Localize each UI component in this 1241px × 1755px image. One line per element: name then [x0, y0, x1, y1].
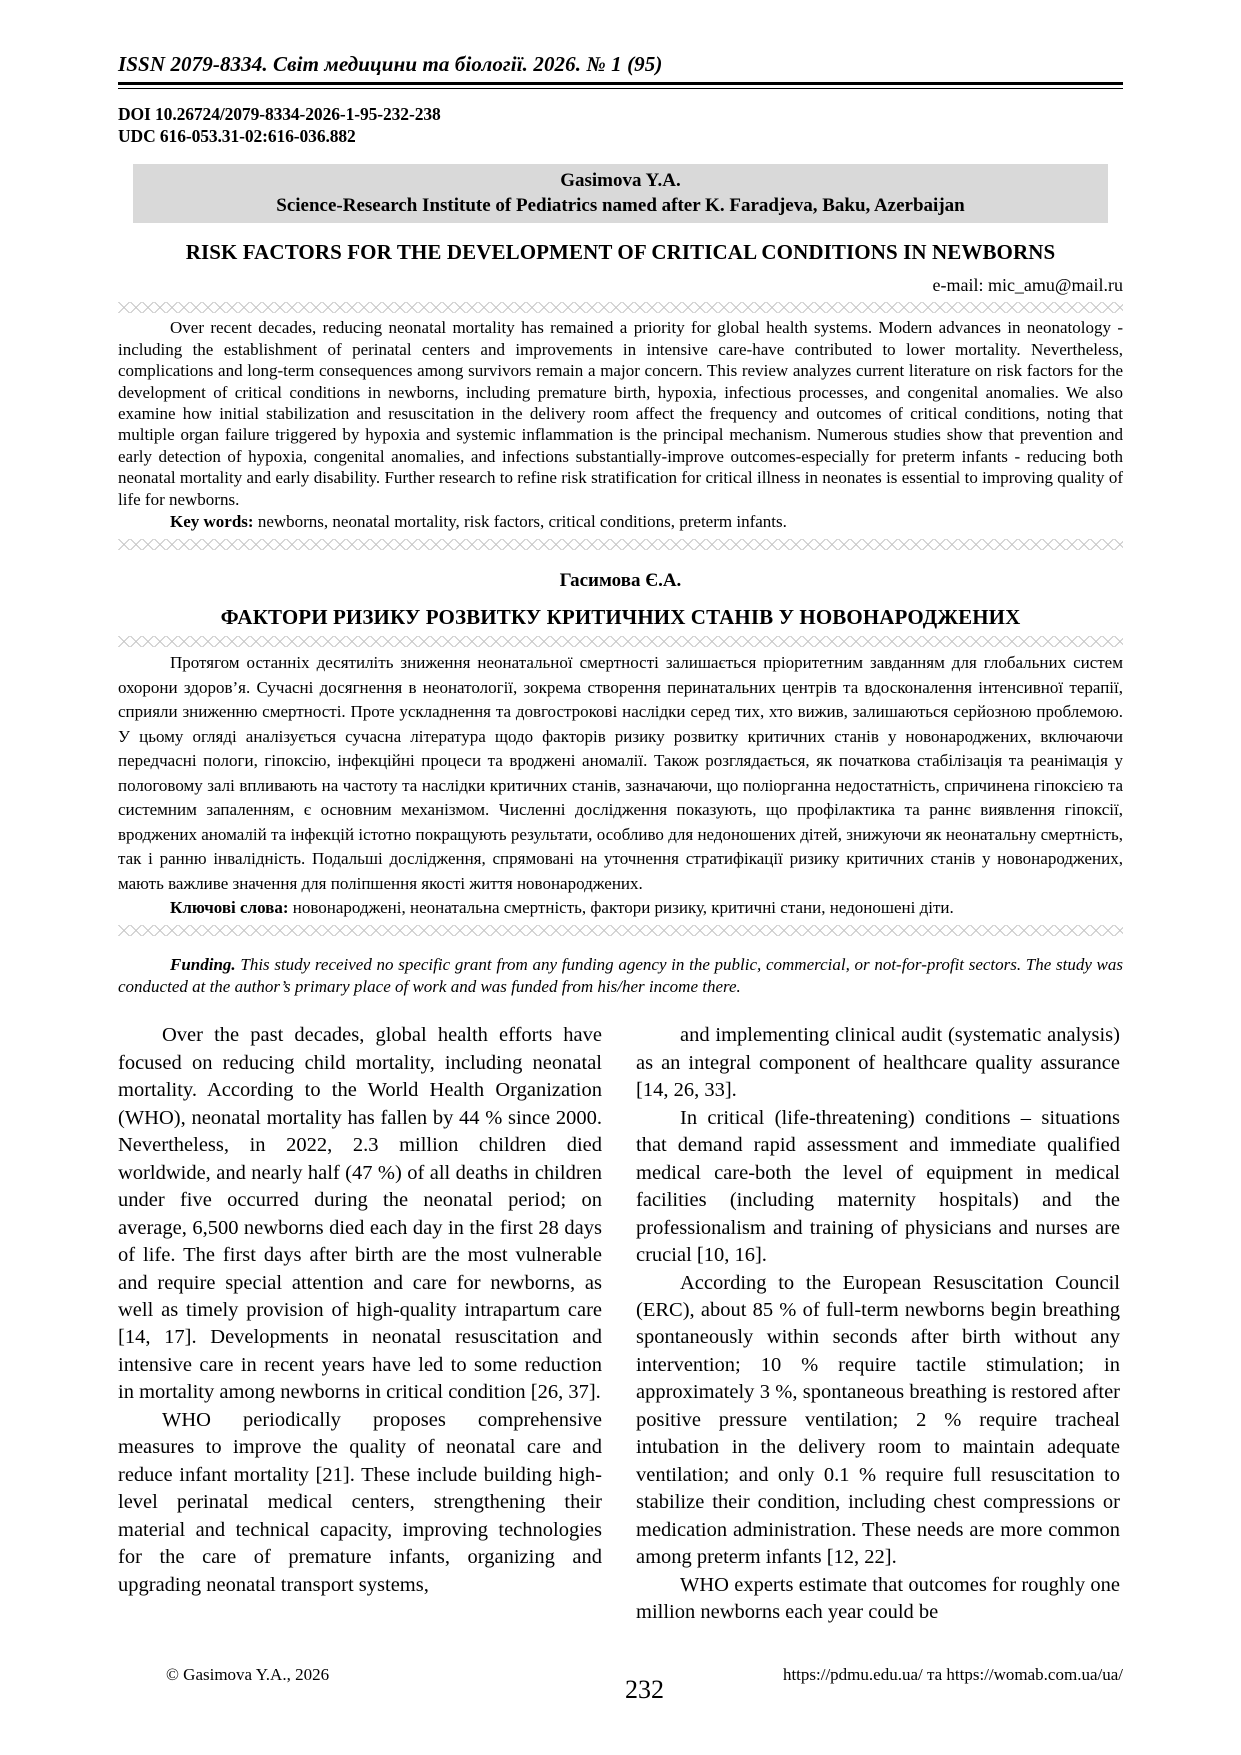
keywords-en: [118, 511, 1123, 533]
body-paragraph: WHO periodically proposes comprehensive measures to improve the quality of neonatal care and reduce infant mortality [21]. These include building high-level perinatal medical centers, strengthening their material and technical capacity, improving technologies for the care of premature infants, organizing and upgrading neonatal transport systems,: [118, 1408, 602, 1596]
article-title-uk: ФАКТОРИ РИЗИКУ РОЗВИТКУ КРИТИЧНИХ СТАНІВ У НОВОНАРОДЖЕНИХ: [220, 605, 1021, 630]
keywords-value-uk: новонароджені, неонатальна смертність, фактори ризику, критичні стани, недоношені діти.: [292, 898, 954, 917]
header-rule-thin: [118, 88, 1123, 89]
udc-line: UDC 616-053.31-02:616-036.882: [118, 126, 356, 147]
funding-label: Funding.: [170, 955, 236, 975]
keywords-label-en: Key words:: [170, 511, 254, 531]
wavy-divider-top-en: [118, 302, 1123, 313]
doi-line: DOI 10.26724/2079-8334-2026-1-95-232-238: [118, 104, 441, 124]
funding-text: This study received no specific grant from any funding agency in the public, commercial, or not-for-profit sectors. The study was conducted at the author’s primary place of work and was funded from his/her income there.: [118, 955, 1123, 997]
body-column-left: [118, 1022, 602, 1626]
keywords-uk: [118, 897, 1123, 919]
journal-urls: https://pdmu.edu.ua/ та https://womab.com.ua/ua/: [782, 1665, 1123, 1684]
page-number: 232: [625, 1675, 664, 1704]
keywords-value-en: newborns, neonatal mortality, risk factors, critical conditions, preterm infants.: [257, 511, 787, 531]
body-column-right: [636, 1022, 1120, 1626]
author-email: e-mail: mic_amu@mail.ru: [932, 275, 1123, 296]
funding-note: [118, 954, 1123, 998]
header-rule-thick: [118, 82, 1123, 85]
author-name-uk: Гасимова Є.А.: [559, 570, 682, 592]
wavy-divider-bottom-en: [118, 539, 1123, 550]
article-title-en: RISK FACTORS FOR THE DEVELOPMENT OF CRITICAL CONDITIONS IN NEWBORNS: [185, 240, 1056, 265]
keywords-label-uk: Ключові слова:: [170, 898, 289, 917]
running-head: ISSN 2079-8334. Світ медицини та біології. 2026. № 1 (95): [118, 52, 663, 76]
author-affiliation-en: Science-Research Institute of Pediatrics named after K. Faradjeva, Baku, Azerbaijan: [276, 195, 965, 217]
body-paragraph: In critical (life-threatening) conditions – situations that demand rapid assessment and immediate qualified medical care-both the level of equipment in medical facilities (including maternity hospitals) and the professionalism and training of physicians and nurses are crucial [10, 16].: [636, 1106, 1120, 1267]
wavy-divider-top-uk: [118, 636, 1123, 647]
body-paragraph: WHO experts estimate that outcomes for roughly one million newborns each year could be: [636, 1573, 1120, 1624]
author-band: [133, 164, 1108, 223]
wavy-divider-bottom-uk: [118, 925, 1123, 936]
body-paragraph: According to the European Resuscitation Council (ERC), about 85 % of full-term newborns begin breathing spontaneously within seconds after birth without any intervention; 10 % require tactile stimulation; in approximately 3 %, spontaneous breathing is restored after positive pressure ventilation; 2 % require tracheal intubation in the delivery room to maintain adequate ventilation; and only 0.1 % require full resuscitation to stabilize their condition, including chest compressions or medication administration. These needs are more common among preterm infants [12, 22].: [636, 1271, 1120, 1569]
page-footer: [118, 1665, 1123, 1711]
abstract-en: Over recent decades, reducing neonatal mortality has remained a priority for global health systems. Modern advances in neonatology - including the establishment of perinatal centers and improvements in intensive care-have contributed to lower mortality. Nevertheless, complications and long-term consequences among survivors remain a major concern. This review analyzes current literature on risk factors for the development of critical conditions in newborns, including premature birth, hypoxia, infectious processes, and congenital anomalies. We also examine how initial stabilization and resuscitation in the delivery room affect the frequency and outcomes of critical conditions, noting that multiple organ failure triggered by hypoxia and systemic inflammation is the principal mechanism. Numerous studies show that prevention and early detection of hypoxia, congenital anomalies, and infections substantially-improve outcomes-especially for preterm infants - reducing both neonatal mortality and early disability. Further research to refine risk stratification for critical illness in neonates is essential to improving quality of life for newborns.: [118, 318, 1123, 509]
body-paragraph: Over the past decades, global health efforts have focused on reducing child mortality, including neonatal mortality. According to the World Health Organization (WHO), neonatal mortality has fallen by 44 % since 2000. Nevertheless, in 2022, 2.3 million children died worldwide, and nearly half (47 %) of all deaths in children under five occurred during the neonatal period; on average, 6,500 newborns died each day in the first 28 days of life. The first days after birth are the most vulnerable and require special attention and care for newborns, as well as timely provision of high-quality intrapartum care [14, 17]. Developments in neonatal resuscitation and intensive care in recent years have led to some reduction in mortality among newborns in critical condition [26, 37].: [118, 1024, 602, 1404]
author-name-en: Gasimova Y.A.: [560, 169, 681, 191]
body-columns: [118, 1022, 1123, 1626]
copyright-notice: © Gasimova Y.A., 2026: [166, 1665, 330, 1684]
abstract-uk: Протягом останніх десятиліть зниження неонатальної смертності залишається пріоритетним завданням для глобальних систем охорони здоров’я. Сучасні досягнення в неонатології, зокрема створення перинатальних центрів та вдосконалення інтенсивної терапії, сприяли зниженню смертності. Проте ускладнення та довгострокові наслідки серед тих, хто вижив, залишаються серйозною проблемою. У цьому огляді аналізується сучасна література щодо факторів ризику розвитку критичних станів у новонароджених, включаючи передчасні пологи, гіпоксію, інфекційні процеси та вроджені аномалії. Також розглядається, як початкова стабілізація та реанімація у пологовому залі впливають на частоту та наслідки критичних станів, зазначаючи, що поліорганна недостатність, спричинена гіпоксією та системним запаленням, є основним механізмом. Численні дослідження показують, що профілактика та раннє виявлення гіпоксії, вроджених аномалій та інфекцій істотно покращують результати, особливо для недоношених дітей, знижуючи як неонатальну смертність, так і ранню інвалідність. Подальші дослідження, спрямовані на уточнення стратифікації ризику критичних станів у новонароджених, мають важливе значення для поліпшення якості життя новонароджених.: [118, 653, 1123, 893]
body-paragraph: and implementing clinical audit (systematic analysis) as an integral component of healthcare quality assurance [14, 26, 33].: [636, 1024, 1120, 1102]
